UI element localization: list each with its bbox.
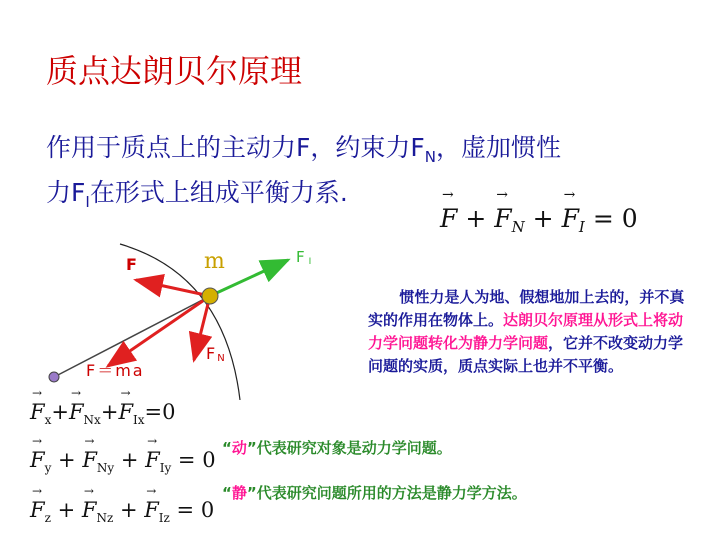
- force-f-arrow: [136, 280, 210, 296]
- x-component-equation: → $F_x+\to F_{Nx}+\to F_{Ix}=0$: [30, 400, 176, 427]
- dynamic-keyword: 动: [231, 439, 247, 457]
- force-vector-fn: → F: [494, 204, 511, 233]
- statement-sub-n: N: [424, 148, 436, 166]
- plus-sign: +: [465, 204, 487, 233]
- note-highlight: 达朗贝尔原理从形式上将动力学问题转化为静力学问题: [368, 311, 684, 352]
- force-diagram: [40, 230, 360, 400]
- statement-line1-tail: ，虚加惯性: [436, 133, 562, 162]
- note-part1: 惯性力是人为地、假想地加上去的，并不真实的作用在物体上。: [368, 288, 685, 329]
- force-vector-f: → F: [440, 204, 457, 233]
- mass-point: [202, 288, 218, 304]
- static-note: “静”代表研究问题所用的方法是静力学方法。: [222, 484, 527, 502]
- label-fi: F I: [296, 248, 312, 267]
- inertia-note: [368, 286, 688, 378]
- fi-subscript: I: [578, 218, 585, 236]
- static-keyword: 静: [231, 484, 247, 502]
- z-component-equation: → $F_z$ + → $F_{Nz}$ + → $F_{Iz} = 0$: [30, 498, 214, 525]
- force-vector-fi: → F: [562, 204, 579, 233]
- equals-zero: = 0: [592, 204, 638, 233]
- label-fn: F N: [206, 344, 225, 364]
- statement-line1-text: 作用于质点上的主动力F，约束力F: [46, 133, 425, 162]
- statement-sub-i: I: [85, 193, 90, 211]
- statement-line2-text: 力F: [46, 178, 86, 207]
- label-f: F: [126, 255, 137, 274]
- page-title: 质点达朗贝尔原理: [46, 52, 303, 90]
- statement-line2-tail: 在形式上组成平衡力系.: [89, 178, 348, 207]
- y-component-equation: → $F_y$ + → $F_{Ny}$ + → $F_{Iy} = 0$: [30, 448, 216, 475]
- equilibrium-equation: [440, 204, 638, 236]
- note-part3: ，它并不改变动力学问题的实质，质点实际上也并不平衡。: [368, 334, 684, 375]
- plus-sign-2: +: [532, 204, 554, 233]
- fn-subscript: N: [511, 218, 525, 236]
- label-ma: F＝ma: [86, 361, 145, 380]
- pivot-point: [49, 372, 59, 382]
- dynamic-note: “动”代表研究对象是动力学问题。: [222, 439, 452, 457]
- label-m: m: [204, 249, 225, 274]
